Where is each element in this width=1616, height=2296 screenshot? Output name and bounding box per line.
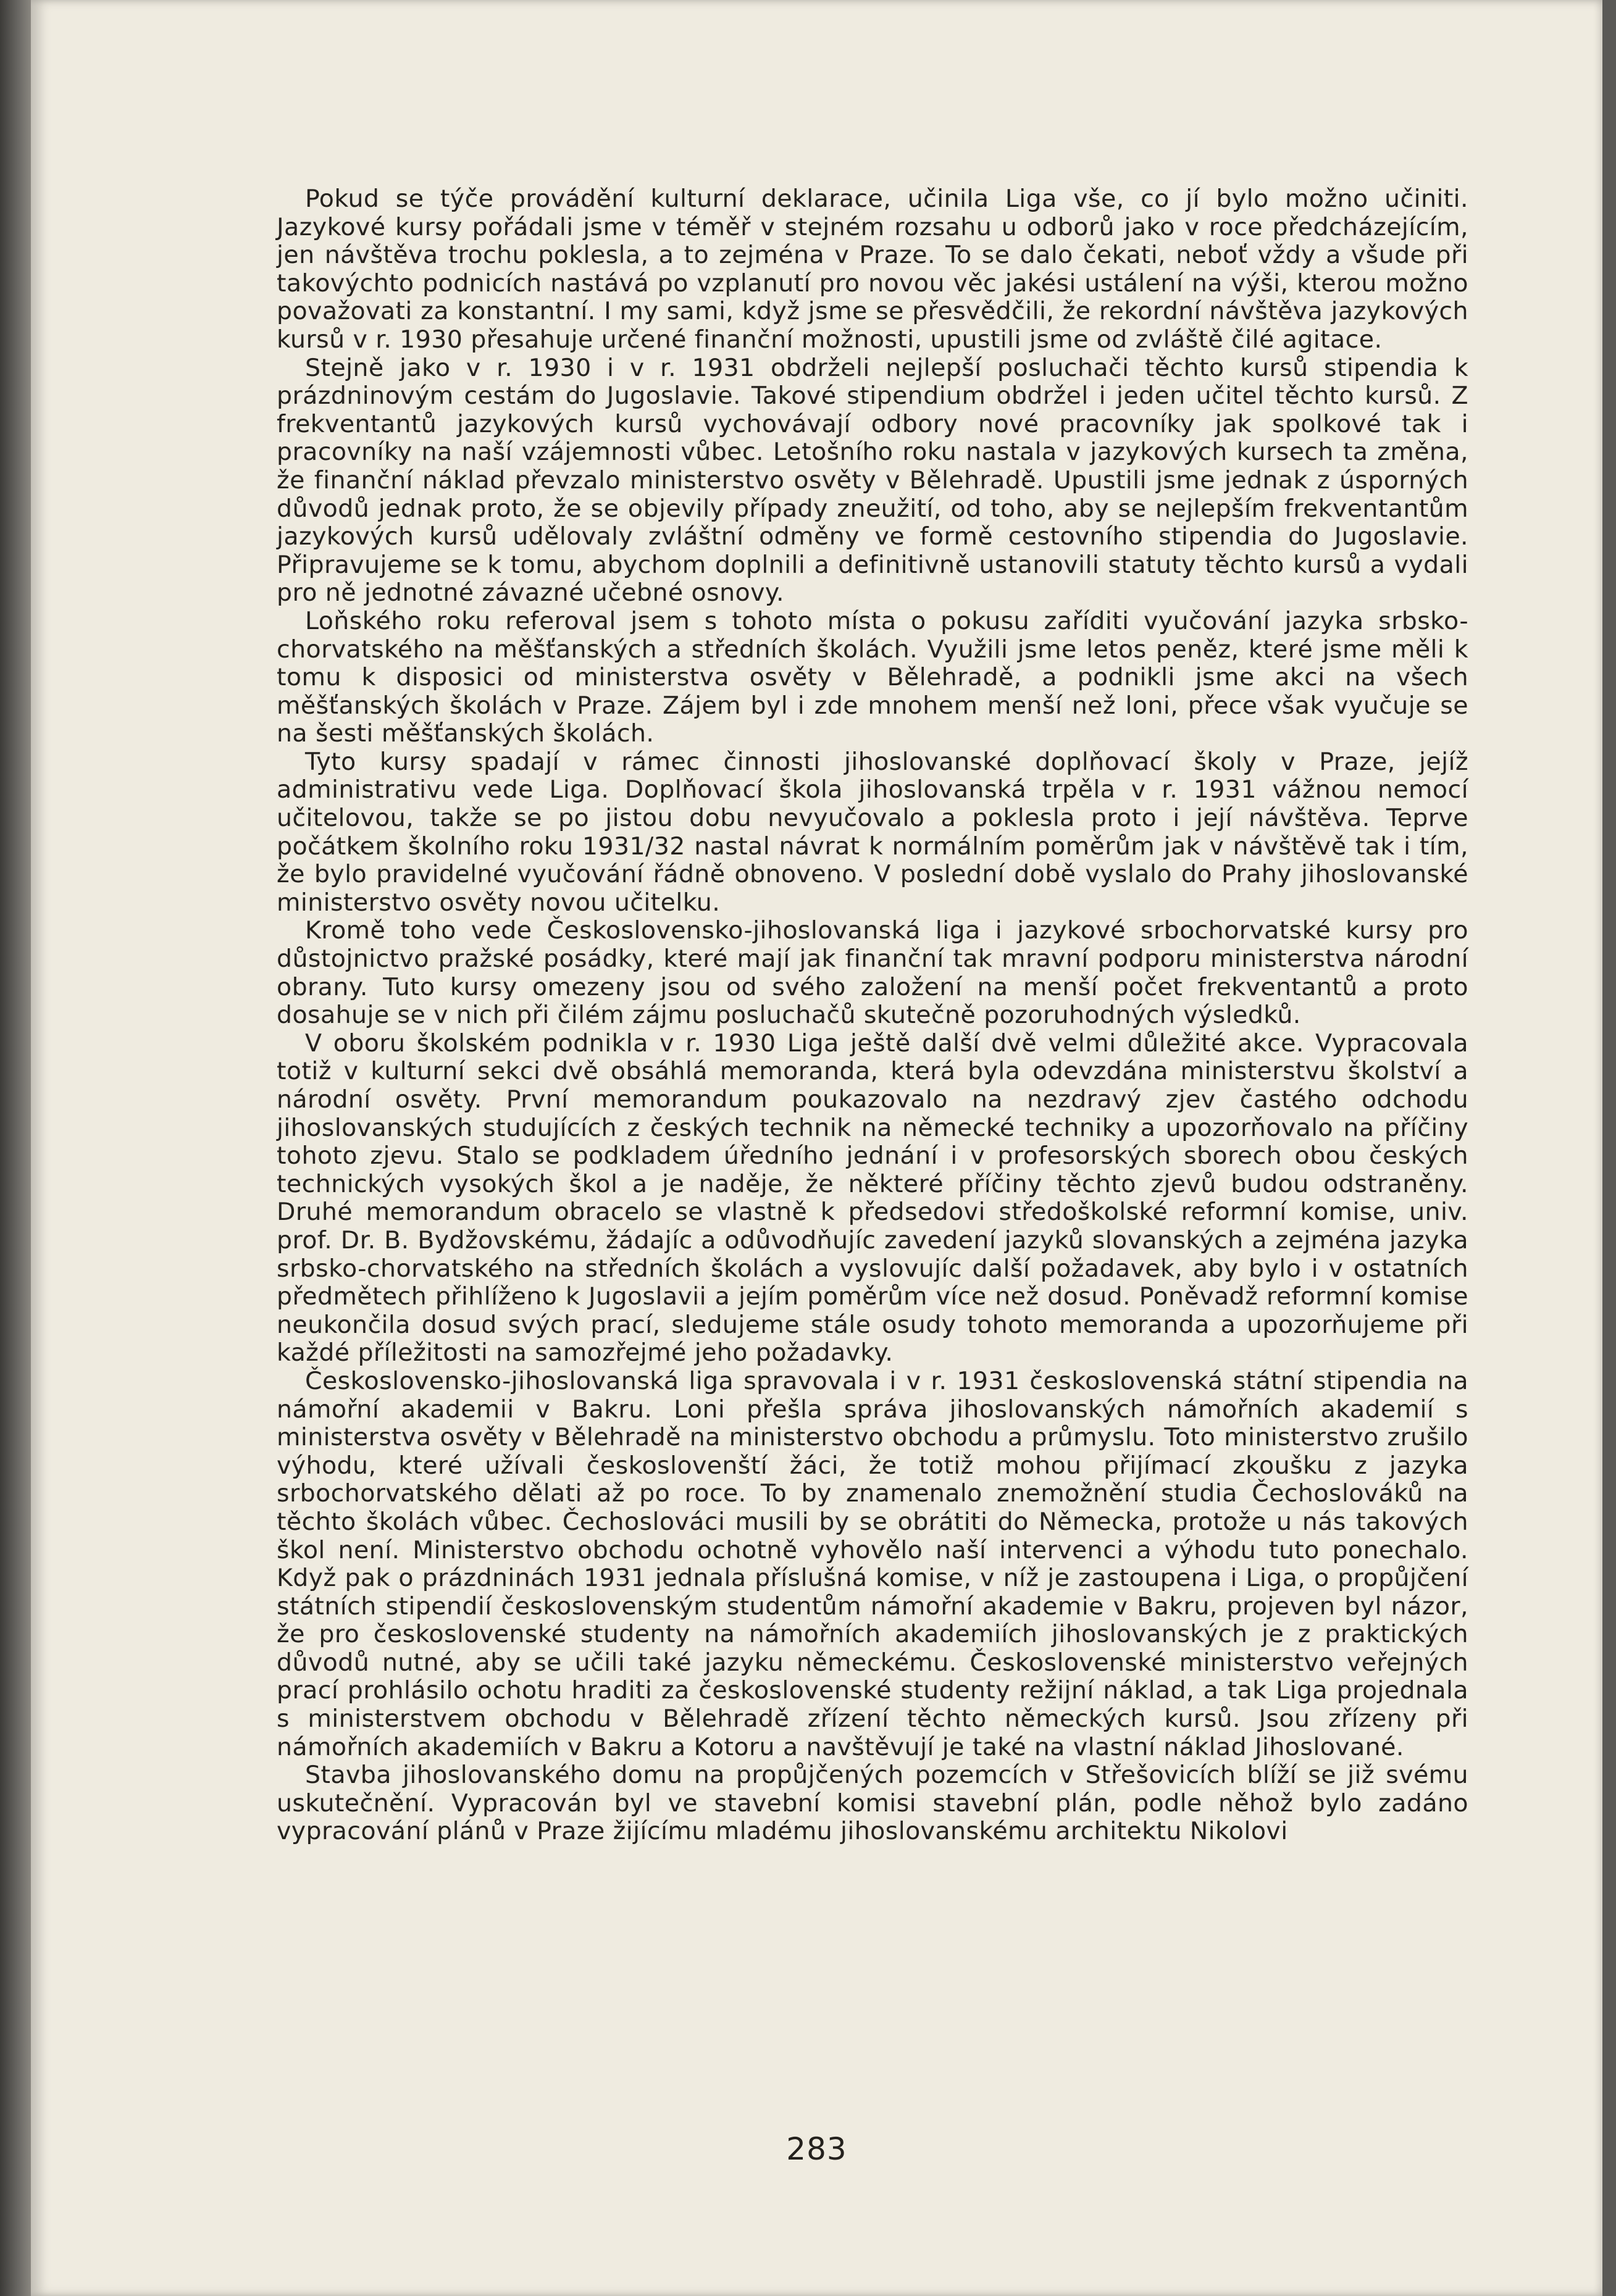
body-text — [277, 185, 1468, 1846]
paragraph: Stejně jako v r. 1930 i v r. 1931 obdrželi nejlepší posluchači těchto kursů stipendia k prázdninovým cestám do Jugoslavie. Takové stipendium obdržel i jeden učitel těchto kursů. Z frekventantů jazykových kursů vychovávají odbory nové pracovníky jak spolkové tak i pracovníky na naší vzájemnosti vůbec. Letošního roku nastala v jazykových kursech ta změna, že finanční náklad převzalo ministerstvo osvěty v Bělehradě. Upustili jsme jednak z úsporných důvodů jednak proto, že se objevily případy zneužití, od toho, aby se nejlepším frekventantům jazykových kursů udělovaly zvláštní odměny ve formě cestovního stipendia do Jugoslavie. Připravujeme se k tomu, abychom doplnili a definitivně ustanovili statuty těchto kursů a vydali pro ně jednotné závazné učebné osnovy. — [277, 353, 1468, 607]
paragraph: V oboru školském podnikla v r. 1930 Liga ještě další dvě velmi důležité akce. Vypracovala totiž v kulturní sekci dvě obsáhlá memoranda, která byla odevzdána ministerstvu školství a národní osvěty. První memorandum poukazovalo na nezdravý zjev častého odchodu jihoslovanských studujících z českých technik na německé techniky a upozorňovalo na příčiny tohoto zjevu. Stalo se podkladem úředního jednání i v profesorských sborech obou českých technických vysokých škol a je naděje, že některé příčiny těchto zjevů budou odstraněny. Druhé memorandum obracelo se vlastně k předsedovi středoškolské reformní komise, univ. prof. Dr. B. Bydžovskému, žádajíc a odůvodňujíc zavedení jazyků slovanských a zejména jazyka srbsko-chorvatského na středních školách a vyslovujíc další požadavek, aby bylo i v ostatních předmětech přihlíženo k Jugoslavii a jejím poměrům více než dosud. Poněvadž reformní komise neukončila dosud svých prací, sledujeme stále osudy tohoto memoranda a upozorňujeme při každé příležitosti na samozřejmé jeho požadavky. — [277, 1029, 1468, 1367]
paragraph: Československo-jihoslovanská liga spravovala i v r. 1931 československá státní stipendia na námořní akademii v Bakru. Loni přešla správa jihoslovanských námořních akademií s ministerstva osvěty v Bělehradě na ministerstvo obchodu a průmyslu. Toto ministerstvo zrušilo výhodu, které užívali českoslovenští žáci, že totiž mohou přijímací zkoušku z jazyka srbochorvatského dělati až po roce. To by znamenalo znemožnění studia Čechoslováků na těchto školách vůbec. Čechoslováci musili by se obrátiti do Německa, protože u nás takových škol není. Ministerstvo obchodu ochotně vyhovělo naší intervenci a výhodu tuto ponechalo. Když pak o prázdninách 1931 jednala příslušná komise, v níž je zastoupena i Liga, o propůjčení státních stipendií československým studentům námořní akademie v Bakru, projeven byl názor, že pro československé studenty na námořních akademiích jihoslovanských je z praktických důvodů nutné, aby se učili také jazyku německému. Československé ministerstvo veřejných prací prohlásilo ochotu hraditi za československé studenty režijní náklad, a tak Liga projednala s ministerstvem obchodu v Bělehradě zřízení těchto německých kursů. Jsou zřízeny při námořních akademiích v Bakru a Kotoru a navštěvují je také na vlastní náklad Jihoslované. — [277, 1366, 1468, 1761]
document-page — [31, 0, 1602, 2296]
paragraph: Kromě toho vede Československo-jihoslovanská liga i jazykové srbochorvatské kursy pro důstojnictvo pražské posádky, které mají jak finanční tak mravní podporu ministerstva národní obrany. Tuto kursy omezeny jsou od svého založení na menší počet frekventantů a proto dosahuje se v nich při čilém zájmu posluchačů skutečně pozoruhodných výsledků. — [277, 916, 1468, 1030]
scan-left-edge — [0, 0, 31, 2296]
paragraph: Tyto kursy spadají v rámec činnosti jihoslovanské doplňovací školy v Praze, jejíž administrativu vede Liga. Doplňovací škola jihoslovanská trpěla v r. 1931 vážnou nemocí učitelovou, takže se po jistou dobu nevyučovalo a poklesla proto i její návštěva. Teprve počátkem školního roku 1931/32 nastal návrat k normálním poměrům jak v návštěvě tak i tím, že bylo pravidelné vyučování řádně obnoveno. V poslední době vyslalo do Prahy jihoslovanské ministerstvo osvěty novou učitelku. — [277, 747, 1468, 917]
paragraph: Loňského roku referoval jsem s tohoto místa o pokusu zaříditi vyučování jazyka srbsko-chorvatského na měšťanských a středních školách. Využili jsme letos peněz, které jsme měli k tomu k disposici od ministerstva osvěty v Bělehradě, a podnikli jsme akci na všech měšťanských školách v Praze. Zájem byl i zde mnohem menší než loni, přece však vyučuje se na šesti měšťanských školách. — [277, 606, 1468, 748]
page-number: 283 — [786, 2131, 847, 2167]
paragraph: Stavba jihoslovanského domu na propůjčených pozemcích v Střešovicích blíží se již svému uskutečnění. Vypracován byl ve stavební komisi stavební plán, podle něhož bylo zadáno vypracování plánů v Praze žijícímu mladému jihoslovanskému architektu Nikolovi — [277, 1761, 1468, 1846]
paragraph: Pokud se týče provádění kulturní deklarace, učinila Liga vše, co jí bylo možno učiniti. Jazykové kursy pořádali jsme v téměř v stejném rozsahu u odborů jako v roce předcházejícím, jen návštěva trochu poklesla, a to zejména v Praze. To se dalo čekati, neboť vždy a všude při takovýchto podnicích nastává po vzplanutí pro novou věc jakési ustálení na výši, kterou možno považovati za konstantní. I my sami, když jsme se přesvědčili, že rekordní návštěva jazykových kursů v r. 1930 přesahuje určené finanční možnosti, upustili jsme od zvláště čilé agitace. — [277, 185, 1468, 354]
